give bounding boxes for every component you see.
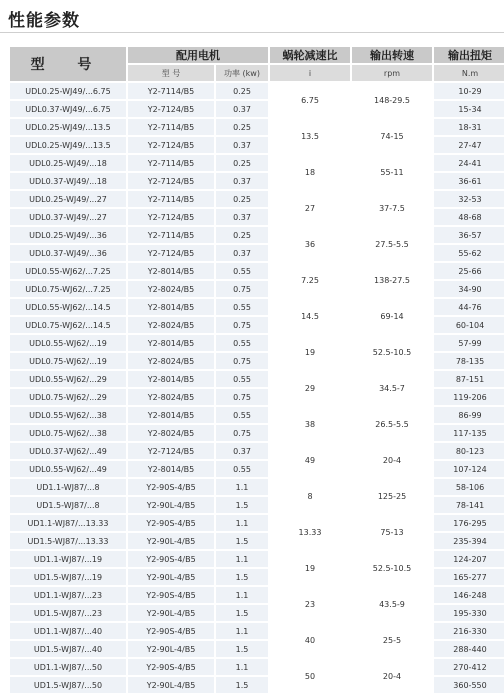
- cell-torque: 119-206: [434, 389, 504, 405]
- cell-torque: 176-295: [434, 515, 504, 531]
- cell-speed: 55-11: [352, 155, 432, 189]
- cell-motor-power: 0.55: [216, 335, 268, 351]
- cell-torque: 25-66: [434, 263, 504, 279]
- header-ratio: 蜗轮减速比: [270, 47, 350, 63]
- cell-ratio: 8: [270, 479, 350, 513]
- cell-model: UDL0.37-WJ49/...36: [10, 245, 126, 261]
- cell-torque: 165-277: [434, 569, 504, 585]
- cell-model: UD1.5-WJ87/...8: [10, 497, 126, 513]
- cell-motor-model: Y2-8014/B5: [128, 335, 214, 351]
- cell-torque: 146-248: [434, 587, 504, 603]
- cell-torque: 270-412: [434, 659, 504, 675]
- cell-model: UDL0.25-WJ49/...13.5: [10, 137, 126, 153]
- table-row: [10, 263, 504, 279]
- cell-ratio: 49: [270, 443, 350, 477]
- cell-motor-model: Y2-7114/B5: [128, 191, 214, 207]
- cell-speed: 43.5-9: [352, 587, 432, 621]
- cell-speed: 148-29.5: [352, 83, 432, 117]
- title-bar: [0, 0, 504, 38]
- table-row: [10, 119, 504, 135]
- cell-model: UDL0.55-WJ62/...49: [10, 461, 126, 477]
- cell-motor-power: 1.5: [216, 605, 268, 621]
- cell-model: UDL0.25-WJ49/...6.75: [10, 83, 126, 99]
- cell-ratio: 40: [270, 623, 350, 657]
- cell-motor-power: 1.1: [216, 479, 268, 495]
- cell-model: UD1.5-WJ87/...40: [10, 641, 126, 657]
- cell-motor-model: Y2-90S-4/B5: [128, 479, 214, 495]
- cell-model: UDL0.25-WJ49/...27: [10, 191, 126, 207]
- cell-motor-model: Y2-7114/B5: [128, 119, 214, 135]
- cell-model: UDL0.25-WJ49/...18: [10, 155, 126, 171]
- cell-torque: 55-62: [434, 245, 504, 261]
- cell-model: UD1.1-WJ87/...19: [10, 551, 126, 567]
- cell-torque: 288-440: [434, 641, 504, 657]
- cell-speed: 125-25: [352, 479, 432, 513]
- cell-motor-power: 0.55: [216, 299, 268, 315]
- cell-torque: 87-151: [434, 371, 504, 387]
- cell-motor-model: Y2-90S-4/B5: [128, 551, 214, 567]
- cell-ratio: 7.25: [270, 263, 350, 297]
- table-row: [10, 371, 504, 387]
- table-row: [10, 623, 504, 639]
- cell-model: UDL0.37-WJ49/...27: [10, 209, 126, 225]
- cell-torque: 15-34: [434, 101, 504, 117]
- cell-ratio: 13.33: [270, 515, 350, 549]
- cell-ratio: 38: [270, 407, 350, 441]
- cell-motor-model: Y2-90S-4/B5: [128, 515, 214, 531]
- cell-model: UDL0.55-WJ62/...29: [10, 371, 126, 387]
- cell-model: UDL0.37-WJ49/...6.75: [10, 101, 126, 117]
- cell-motor-power: 0.25: [216, 155, 268, 171]
- cell-torque: 107-124: [434, 461, 504, 477]
- cell-motor-model: Y2-8024/B5: [128, 389, 214, 405]
- cell-model: UD1.5-WJ87/...50: [10, 677, 126, 693]
- cell-motor-model: Y2-8024/B5: [128, 425, 214, 441]
- header-motor: 配用电机: [128, 47, 268, 63]
- cell-motor-model: Y2-8014/B5: [128, 407, 214, 423]
- cell-torque: 36-61: [434, 173, 504, 189]
- cell-motor-model: Y2-90L-4/B5: [128, 677, 214, 693]
- cell-motor-power: 0.37: [216, 137, 268, 153]
- cell-speed: 20-4: [352, 443, 432, 477]
- cell-motor-model: Y2-7114/B5: [128, 227, 214, 243]
- cell-motor-power: 0.75: [216, 353, 268, 369]
- cell-motor-power: 0.37: [216, 443, 268, 459]
- cell-torque: 195-330: [434, 605, 504, 621]
- cell-model: UDL0.25-WJ49/...13.5: [10, 119, 126, 135]
- cell-torque: 86-99: [434, 407, 504, 423]
- table-row: [10, 515, 504, 531]
- cell-model: UDL0.75-WJ62/...29: [10, 389, 126, 405]
- cell-torque: 235-394: [434, 533, 504, 549]
- cell-motor-power: 1.1: [216, 515, 268, 531]
- cell-ratio: 23: [270, 587, 350, 621]
- cell-ratio: 6.75: [270, 83, 350, 117]
- cell-torque: 10-29: [434, 83, 504, 99]
- cell-motor-power: 0.25: [216, 227, 268, 243]
- performance-table: [8, 45, 504, 695]
- cell-motor-model: Y2-90L-4/B5: [128, 569, 214, 585]
- cell-model: UDL0.37-WJ62/...49: [10, 443, 126, 459]
- header-torque-unit: N.m: [434, 65, 504, 81]
- table-row: [10, 479, 504, 495]
- cell-model: UD1.1-WJ87/...50: [10, 659, 126, 675]
- cell-model: UDL0.55-WJ62/...14.5: [10, 299, 126, 315]
- cell-motor-power: 1.1: [216, 623, 268, 639]
- cell-motor-power: 1.1: [216, 659, 268, 675]
- cell-motor-model: Y2-8014/B5: [128, 299, 214, 315]
- cell-motor-model: Y2-8024/B5: [128, 281, 214, 297]
- cell-model: UD1.5-WJ87/...13.33: [10, 533, 126, 549]
- cell-motor-power: 1.1: [216, 551, 268, 567]
- cell-model: UDL0.75-WJ62/...38: [10, 425, 126, 441]
- cell-speed: 27.5-5.5: [352, 227, 432, 261]
- cell-ratio: 19: [270, 551, 350, 585]
- cell-motor-model: Y2-8024/B5: [128, 317, 214, 333]
- cell-motor-model: Y2-7124/B5: [128, 173, 214, 189]
- cell-ratio: 19: [270, 335, 350, 369]
- header-motor-power: 功率 (kw): [216, 65, 268, 81]
- cell-ratio: 18: [270, 155, 350, 189]
- cell-motor-model: Y2-90S-4/B5: [128, 623, 214, 639]
- cell-speed: 52.5-10.5: [352, 335, 432, 369]
- cell-motor-power: 1.5: [216, 533, 268, 549]
- cell-torque: 48-68: [434, 209, 504, 225]
- cell-motor-power: 0.25: [216, 83, 268, 99]
- cell-motor-model: Y2-7114/B5: [128, 83, 214, 99]
- cell-torque: 32-53: [434, 191, 504, 207]
- cell-torque: 58-106: [434, 479, 504, 495]
- table-row: [10, 227, 504, 243]
- cell-ratio: 50: [270, 659, 350, 693]
- cell-model: UD1.1-WJ87/...8: [10, 479, 126, 495]
- cell-model: UDL0.37-WJ49/...18: [10, 173, 126, 189]
- cell-speed: 74-15: [352, 119, 432, 153]
- cell-motor-power: 0.75: [216, 317, 268, 333]
- cell-motor-model: Y2-90L-4/B5: [128, 533, 214, 549]
- page-title: 性能参数: [8, 11, 80, 31]
- cell-motor-power: 0.37: [216, 245, 268, 261]
- cell-torque: 78-141: [434, 497, 504, 513]
- cell-torque: 34-90: [434, 281, 504, 297]
- cell-speed: 52.5-10.5: [352, 551, 432, 585]
- cell-motor-model: Y2-8014/B5: [128, 461, 214, 477]
- cell-motor-model: Y2-8024/B5: [128, 353, 214, 369]
- cell-motor-power: 0.37: [216, 209, 268, 225]
- header-speed-unit: rpm: [352, 65, 432, 81]
- cell-motor-power: 0.55: [216, 461, 268, 477]
- cell-model: UD1.5-WJ87/...23: [10, 605, 126, 621]
- cell-speed: 37-7.5: [352, 191, 432, 225]
- cell-torque: 80-123: [434, 443, 504, 459]
- cell-motor-model: Y2-7114/B5: [128, 155, 214, 171]
- cell-ratio: 14.5: [270, 299, 350, 333]
- cell-ratio: 27: [270, 191, 350, 225]
- table-row: [10, 407, 504, 423]
- table-row: [10, 587, 504, 603]
- cell-torque: 57-99: [434, 335, 504, 351]
- cell-torque: 44-76: [434, 299, 504, 315]
- cell-motor-model: Y2-7124/B5: [128, 209, 214, 225]
- cell-model: UD1.5-WJ87/...19: [10, 569, 126, 585]
- cell-motor-model: Y2-90L-4/B5: [128, 605, 214, 621]
- table-row: [10, 299, 504, 315]
- cell-motor-model: Y2-90L-4/B5: [128, 497, 214, 513]
- cell-model: UD1.1-WJ87/...23: [10, 587, 126, 603]
- table-header: [10, 47, 504, 81]
- cell-torque: 216-330: [434, 623, 504, 639]
- cell-motor-model: Y2-8014/B5: [128, 263, 214, 279]
- cell-torque: 24-41: [434, 155, 504, 171]
- cell-motor-power: 1.5: [216, 641, 268, 657]
- cell-speed: 69-14: [352, 299, 432, 333]
- cell-motor-power: 0.55: [216, 263, 268, 279]
- cell-torque: 27-47: [434, 137, 504, 153]
- cell-motor-model: Y2-8014/B5: [128, 371, 214, 387]
- cell-motor-power: 0.37: [216, 101, 268, 117]
- cell-motor-model: Y2-90S-4/B5: [128, 659, 214, 675]
- cell-ratio: 36: [270, 227, 350, 261]
- cell-motor-power: 1.5: [216, 497, 268, 513]
- cell-motor-model: Y2-90S-4/B5: [128, 587, 214, 603]
- cell-model: UDL0.55-WJ62/...19: [10, 335, 126, 351]
- cell-motor-model: Y2-90L-4/B5: [128, 641, 214, 657]
- table-row: [10, 191, 504, 207]
- cell-torque: 117-135: [434, 425, 504, 441]
- cell-motor-model: Y2-7124/B5: [128, 245, 214, 261]
- cell-model: UDL0.75-WJ62/...19: [10, 353, 126, 369]
- cell-speed: 20-4: [352, 659, 432, 693]
- table-row: [10, 551, 504, 567]
- table-row: [10, 659, 504, 675]
- cell-model: UD1.1-WJ87/...13.33: [10, 515, 126, 531]
- cell-torque: 360-550: [434, 677, 504, 693]
- cell-speed: 25-5: [352, 623, 432, 657]
- cell-model: UDL0.75-WJ62/...7.25: [10, 281, 126, 297]
- cell-model: UD1.1-WJ87/...40: [10, 623, 126, 639]
- cell-motor-power: 0.75: [216, 281, 268, 297]
- table-body: [10, 83, 504, 693]
- cell-speed: 26.5-5.5: [352, 407, 432, 441]
- cell-motor-power: 0.55: [216, 407, 268, 423]
- table-row: [10, 335, 504, 351]
- header-motor-model: 型 号: [128, 65, 214, 81]
- header-speed: 输出转速: [352, 47, 432, 63]
- table-row: [10, 155, 504, 171]
- title-divider: [0, 32, 504, 33]
- cell-motor-model: Y2-7124/B5: [128, 443, 214, 459]
- table-row: [10, 83, 504, 99]
- cell-model: UDL0.55-WJ62/...7.25: [10, 263, 126, 279]
- cell-speed: 34.5-7: [352, 371, 432, 405]
- cell-motor-power: 1.5: [216, 677, 268, 693]
- cell-torque: 18-31: [434, 119, 504, 135]
- header-ratio-unit: i: [270, 65, 350, 81]
- cell-model: UDL0.55-WJ62/...38: [10, 407, 126, 423]
- cell-motor-power: 0.37: [216, 173, 268, 189]
- cell-motor-power: 0.25: [216, 191, 268, 207]
- cell-motor-model: Y2-7124/B5: [128, 101, 214, 117]
- cell-torque: 78-135: [434, 353, 504, 369]
- table-row: [10, 443, 504, 459]
- cell-speed: 75-13: [352, 515, 432, 549]
- cell-motor-power: 0.75: [216, 389, 268, 405]
- cell-motor-power: 0.55: [216, 371, 268, 387]
- cell-ratio: 13.5: [270, 119, 350, 153]
- cell-speed: 138-27.5: [352, 263, 432, 297]
- cell-motor-power: 0.25: [216, 119, 268, 135]
- cell-torque: 36-57: [434, 227, 504, 243]
- cell-torque: 124-207: [434, 551, 504, 567]
- cell-model: UDL0.75-WJ62/...14.5: [10, 317, 126, 333]
- cell-motor-power: 0.75: [216, 425, 268, 441]
- cell-torque: 60-104: [434, 317, 504, 333]
- cell-model: UDL0.25-WJ49/...36: [10, 227, 126, 243]
- cell-motor-power: 1.5: [216, 569, 268, 585]
- header-model: 型 号: [10, 47, 126, 81]
- header-torque: 输出扭矩: [434, 47, 504, 63]
- cell-motor-power: 1.1: [216, 587, 268, 603]
- cell-motor-model: Y2-7124/B5: [128, 137, 214, 153]
- cell-ratio: 29: [270, 371, 350, 405]
